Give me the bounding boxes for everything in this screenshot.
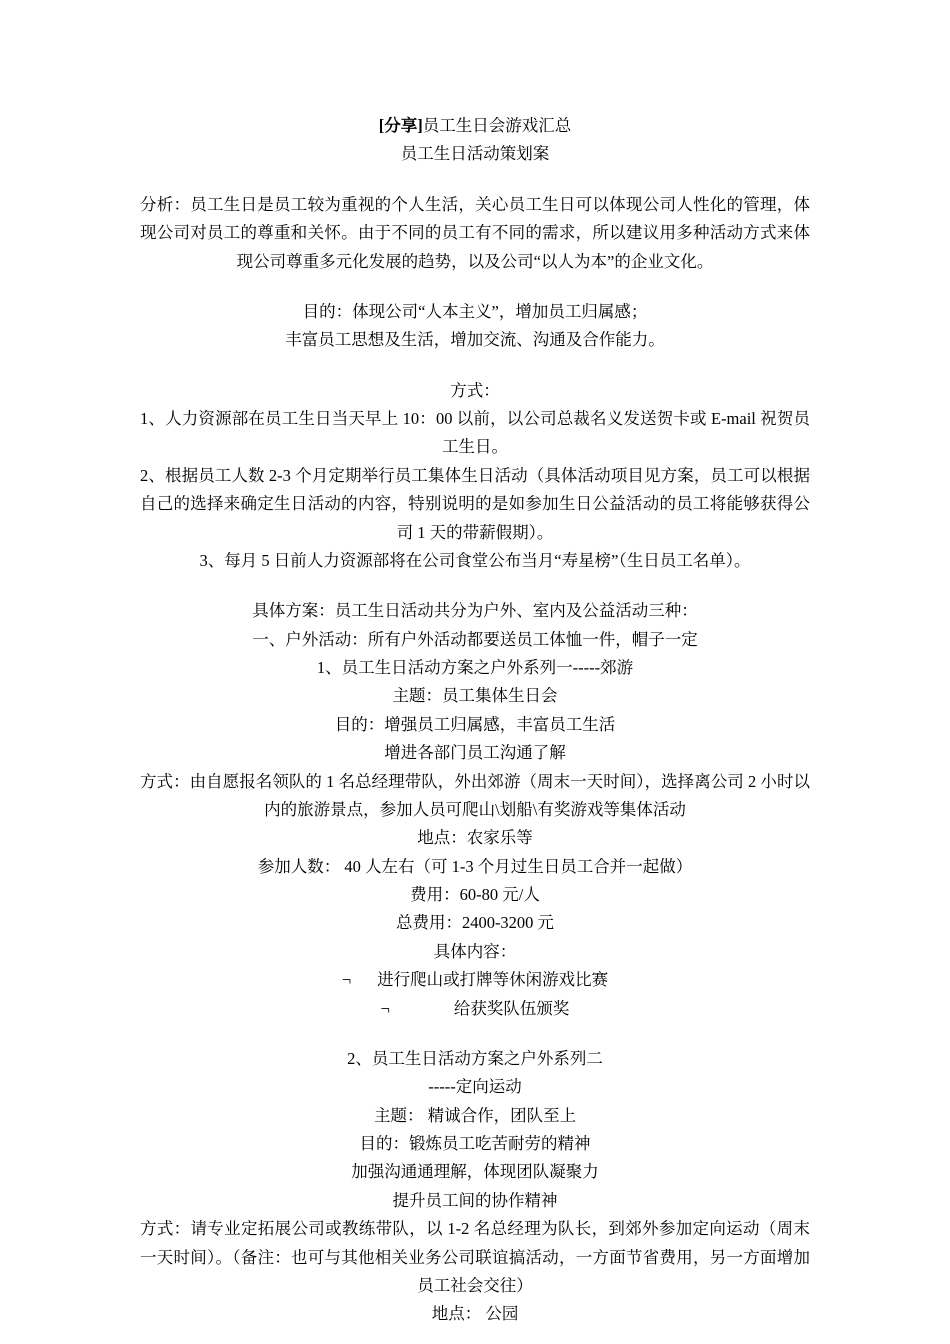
bullet-icon: ¬ (341, 970, 352, 990)
series2-place: 地点： 公园 (431, 1304, 519, 1324)
series1-content-item-1 (140, 966, 810, 994)
series1-content-heading: 具体内容： (433, 941, 517, 961)
series2-method: 方式：请专业定拓展公司或教练带队，以 1-2 名总经理为队长，到郊外参加定向运动（周末一天时间）。（备注：也可与其他相关业务公司联谊搞活动，一方面节省费用，另一方面增加员工社会交往） (140, 1219, 810, 1295)
series2-purpose-2: 加强沟通通理解，体现团队凝聚力 (351, 1162, 599, 1182)
bullet-icon: ¬ (380, 998, 390, 1018)
series1-total-fee: 总费用：2400-3200 元 (395, 913, 555, 933)
series2-subheading: -----定向运动 (428, 1077, 522, 1097)
series2-theme: 主题： 精诚合作，团队至上 (373, 1105, 577, 1125)
document-body (140, 112, 810, 1329)
series1-heading: 1、员工生日活动方案之户外系列一-----郊游 (316, 658, 634, 677)
outdoor-heading: 一、户外活动：所有户外活动都要送员工体恤一件，帽子一定 (252, 629, 698, 649)
purpose-line-2: 丰富员工思想及生活，增加交流、沟通及合作能力。 (285, 330, 665, 350)
series2-purpose-3: 提升员工间的协作精神 (392, 1190, 558, 1210)
plan-intro: 具体方案：员工生日活动共分为户外、室内及公益活动三种： (252, 601, 698, 621)
series1-purpose-2: 增进各部门员工沟通了解 (384, 743, 566, 763)
series1-method: 方式：由自愿报名领队的 1 名总经理带队，外出郊游（周末一天时间），选择离公司 2 小时以内的旅游景点，参加人员可爬山\划船\有奖游戏等集体活动 (140, 771, 810, 819)
method-heading: 方式： (450, 380, 500, 400)
title-text: 员工生日会游戏汇总 (422, 116, 572, 135)
method-item-2: 2、根据员工人数 2-3 个月定期举行员工集体生日活动（具体活动项目见方案，员工可以根据自己的选择来确定生日活动的内容，特别说明的是如参加生日公益活动的员工将能够获得公司 1 天的带薪假期）。 (140, 465, 810, 542)
series1-purpose-1: 目的：增强员工归属感，丰富员工生活 (334, 714, 616, 734)
series1-content-item-2 (140, 995, 810, 1023)
series2-heading: 2、员工生日活动方案之户外系列二 (347, 1048, 603, 1068)
method-item-3: 3、每月 5 日前人力资源部将在公司食堂公布当月“寿星榜”（生日员工名单）。 (199, 550, 751, 570)
title-tag: [分享] (378, 116, 423, 135)
purpose-line-1: 目的：体现公司“人本主义”，增加员工归属感； (302, 301, 648, 321)
series1-content-item-1-text: 进行爬山或打牌等休闲游戏比赛 (377, 970, 609, 990)
series1-theme: 主题：员工集体生日会 (392, 686, 558, 706)
series1-place: 地点：农家乐等 (417, 828, 533, 848)
analysis-paragraph: 分析：员工生日是员工较为重视的个人生活，关心员工生日可以体现公司人性化的管理，体现公司对员工的尊重和关怀。由于不同的员工有不同的需求，所以建议用多种活动方式来体现公司尊重多元化发展的趋势，以及公司“以人为本”的企业文化。 (140, 194, 810, 271)
method-item-1: 1、人力资源部在员工生日当天早上 10：00 以前，以公司总裁名义发送贺卡或 E-mail 祝贺员工生日。 (140, 409, 810, 457)
series1-content-item-2-text: 给获奖队伍颁奖 (453, 998, 570, 1018)
series1-fee: 费用：60-80 元/人 (410, 885, 540, 904)
document-title (140, 112, 810, 140)
document-subtitle: 员工生日活动策划案 (400, 144, 550, 164)
series2-purpose-1: 目的：锻炼员工吃苦耐劳的精神 (359, 1134, 591, 1153)
series1-people: 参加人数： 40 人左右（可 1-3 个月过生日员工合并一起做） (257, 856, 693, 876)
